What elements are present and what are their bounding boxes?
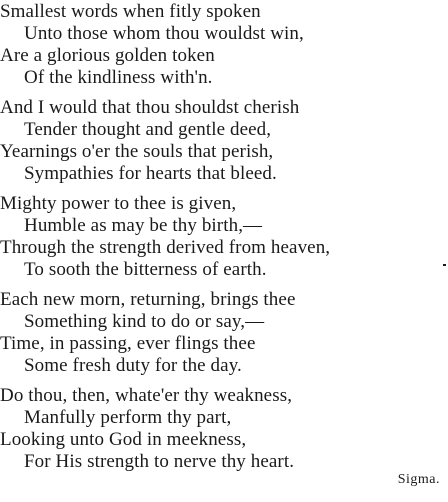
poem-line: Tender thought and gentle deed, xyxy=(24,119,272,140)
poem-line: Time, in passing, ever flings thee xyxy=(0,333,256,354)
poem-line: Looking unto God in meekness, xyxy=(0,429,247,450)
poem-line: And I would that thou shouldst cherish xyxy=(0,97,300,118)
poem-line: Yearnings o'er the souls that perish, xyxy=(0,141,274,162)
poem-line: Something kind to do or say,— xyxy=(24,311,265,332)
poem-line: Unto those whom thou wouldst win, xyxy=(24,23,304,44)
poem-line: Some fresh duty for the day. xyxy=(24,355,242,376)
poem-line: Of the kindliness with'n. xyxy=(24,67,213,88)
author-signature: Sigma. xyxy=(397,472,440,487)
poem-line: Do thou, then, whate'er thy weakness, xyxy=(0,385,293,406)
poem-line: Sympathies for hearts that bleed. xyxy=(24,163,277,184)
poem-line: Are a glorious golden token xyxy=(0,45,215,66)
print-mark xyxy=(443,264,446,266)
poem-line: To sooth the bitterness of earth. xyxy=(24,259,267,280)
poem-line: Each new morn, returning, brings thee xyxy=(0,289,296,310)
poem-line: Mighty power to thee is given, xyxy=(0,193,237,214)
poem-line: Smallest words when fitly spoken xyxy=(0,1,261,22)
poem-line: Humble as may be thy birth,— xyxy=(24,215,263,236)
poem-line: Through the strength derived from heaven, xyxy=(0,237,331,258)
poem-line: For His strength to nerve thy heart. xyxy=(24,451,295,472)
poem-line: Manfully perform thy part, xyxy=(24,407,232,428)
